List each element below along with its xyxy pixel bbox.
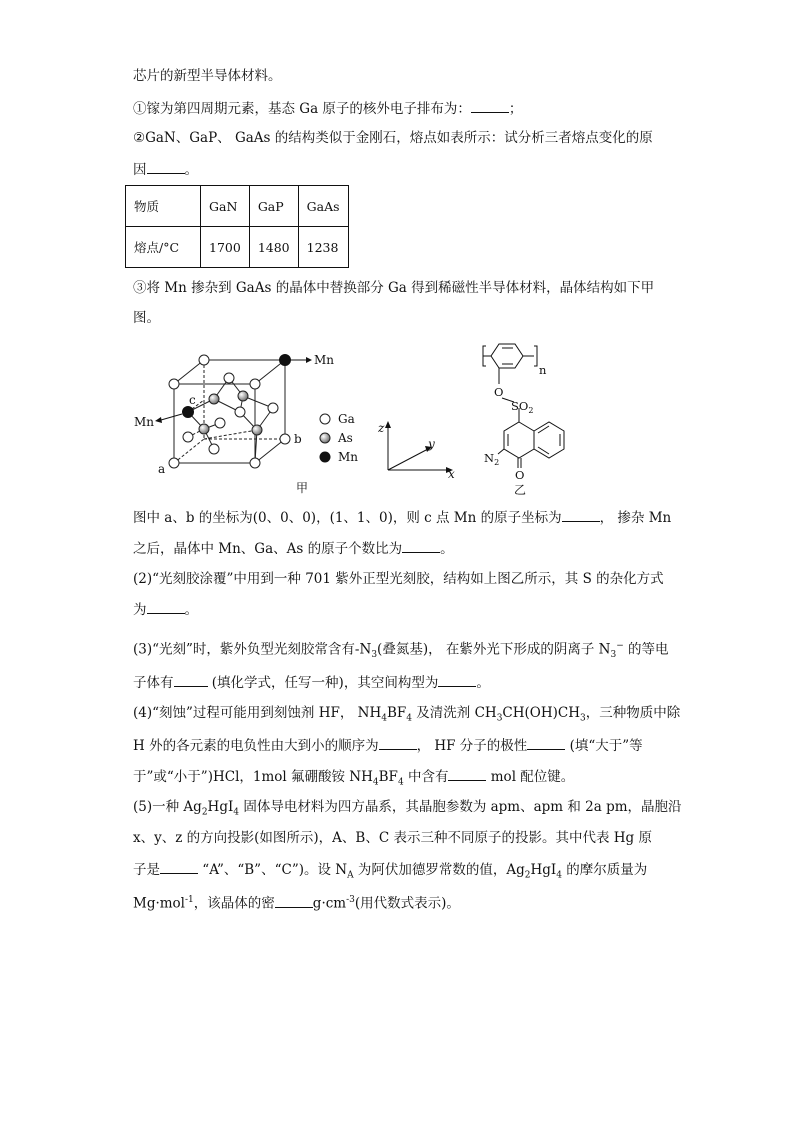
answer-blank[interactable] xyxy=(527,735,565,750)
photoresist-structure-figure xyxy=(464,336,584,498)
question-1-electron-config: ①镓为第四周期元素，基态 Ga 原子的核外电子排布为： ； xyxy=(133,98,522,119)
point-label-a: a xyxy=(158,462,166,476)
answer-blank[interactable] xyxy=(448,766,486,781)
ga-atom xyxy=(209,444,219,454)
point-label-b: b xyxy=(294,432,302,446)
ga-atom xyxy=(224,373,234,383)
question-2-melting-points: ②GaN、GaP、 GaAs 的结构类似于金刚石，熔点如表所示：试分析三者熔点变化的原 xyxy=(133,130,653,146)
table-cell: 1700 xyxy=(201,227,250,268)
figure-caption-yi: 乙 xyxy=(514,483,527,497)
answer-blank[interactable] xyxy=(174,672,208,687)
legend-ga-label: Ga xyxy=(338,412,355,426)
question-4-etching: (4)“刻蚀”过程可能用到刻蚀剂 HF， $NH_4BF_4$ 及清洗剂 $CH_3CH(OH)CH_3$，三种物质中除 xyxy=(133,705,681,724)
oxygen-label: O xyxy=(494,385,504,399)
table-cell: GaAs xyxy=(298,186,348,227)
table-cell: 熔点/°C xyxy=(126,227,201,268)
question-2-hybridization: (2)“光刻胶涂覆”中用到一种 701 紫外正型光刻胶，结构如上图乙所示，其 S 的杂化方式 xyxy=(133,571,664,587)
text-line-1: 芯片的新型半导体材料。 xyxy=(133,68,282,84)
legend-ga-swatch xyxy=(320,414,330,424)
legend-as-swatch xyxy=(320,433,330,443)
table-header-row xyxy=(126,186,349,227)
answer-blank[interactable] xyxy=(402,538,440,553)
answer-blank[interactable] xyxy=(438,672,476,687)
ga-atom xyxy=(250,458,260,468)
n2-label: $N_2$ xyxy=(484,451,500,467)
axis-x-label: x xyxy=(448,467,455,478)
answer-blank[interactable] xyxy=(471,98,509,113)
legend-mn-swatch xyxy=(320,452,331,463)
ketone-oxygen-label: O xyxy=(515,468,525,482)
question-3-cont: 图。 xyxy=(133,310,160,326)
question-2-hybridization-cont: 为 。 xyxy=(133,599,198,620)
polymer-n-label: n xyxy=(539,363,547,377)
question-3-ratio: 之后，晶体中 Mn、Ga、As 的原子个数比为 。 xyxy=(133,538,454,559)
question-3-azide: (3)“光刻”时，紫外负型光刻胶常含有$-N_3$(叠氮基)， 在紫外光下形成的阴离子 $N_3^-$ 的等电 xyxy=(133,641,669,661)
question-4-electronegativity: H 外的各元素的电负性由大到小的顺序为 ， HF 分子的极性 (填“大于”等 xyxy=(133,735,643,756)
table-cell: GaP xyxy=(249,186,298,227)
ga-atom xyxy=(268,403,278,413)
table-cell: 1480 xyxy=(249,227,298,268)
answer-blank[interactable] xyxy=(562,507,600,522)
answer-blank[interactable] xyxy=(147,159,185,174)
question-5-density: Mg·mol$^{-1}$，该晶体的密 $g\cdot cm^{-3}$(用代数式表示)。 xyxy=(133,890,460,914)
so2-label: $SO_2$ xyxy=(511,399,534,415)
as-atom xyxy=(199,424,209,434)
legend-as-label: As xyxy=(338,431,353,445)
as-atom xyxy=(238,391,248,401)
point-label-c: c xyxy=(189,393,196,407)
answer-blank[interactable] xyxy=(147,599,185,614)
question-3-coordinates: 图中 a、b 的坐标为(0、0、0)，(1、1、0)，则 c 点 Mn 的原子坐标为 ， 掺杂 Mn xyxy=(133,507,671,528)
ga-atom xyxy=(235,407,245,417)
table-cell: 物质 xyxy=(126,186,201,227)
mn-atom-c xyxy=(183,407,194,418)
crystal-structure-figure xyxy=(128,342,378,497)
table-cell: GaN xyxy=(201,186,250,227)
axis-y-label: y xyxy=(428,437,435,451)
mn-label-top: Mn xyxy=(314,353,335,367)
melting-point-table xyxy=(125,185,349,268)
ga-atom xyxy=(215,418,225,428)
answer-blank[interactable] xyxy=(379,735,417,750)
question-5-crystal: (5)一种 $Ag_2HgI_4$ 固体导电材料为四方晶系，其晶胞参数为 apm、apm 和 2a pm，晶胞沿 xyxy=(133,799,682,818)
ga-atom xyxy=(280,434,290,444)
ga-atom xyxy=(183,432,193,442)
question-5-projection: x、y、z 的方向投影(如图所示)，A、B、C 表示三种不同原子的投影。其中代表 Hg 原 xyxy=(133,830,652,846)
axes-figure xyxy=(378,418,460,478)
table-cell: 1238 xyxy=(298,227,348,268)
answer-blank[interactable] xyxy=(160,859,198,874)
ga-atom xyxy=(199,355,209,365)
mn-label-left: Mn xyxy=(134,415,155,429)
question-3-doping: ③将 Mn 掺杂到 GaAs 的晶体中替换部分 Ga 得到稀磁性半导体材料，晶体结构如下甲 xyxy=(133,280,655,296)
ga-atom xyxy=(250,379,260,389)
as-atom xyxy=(209,394,219,404)
question-5-hg-atom: 子是 “A”、“B”、“C”)。设 $N_A$ 为阿伏加德罗常数的值，$Ag_2HgI_4$ 的摩尔质量为 xyxy=(133,859,647,886)
as-atom xyxy=(252,425,262,435)
ga-atom xyxy=(169,458,179,468)
legend-mn-label: Mn xyxy=(338,450,359,464)
question-2-cont: 因 。 xyxy=(133,159,198,180)
mn-atom xyxy=(280,355,291,366)
answer-blank[interactable] xyxy=(275,893,313,908)
question-3-azide-cont: 子体有 (填化学式，任写一种)，其空间构型为 。 xyxy=(133,672,490,693)
ga-atom xyxy=(169,379,179,389)
table-row xyxy=(126,227,349,268)
axis-z-label: z xyxy=(378,421,385,435)
figure-caption-jia: 甲 xyxy=(296,481,309,495)
question-4-coordinate-bond: 于”或“小于”)HCl，1mol 氟硼酸铵 $NH_4BF_4$ 中含有 mol 配位键。 xyxy=(133,766,574,793)
